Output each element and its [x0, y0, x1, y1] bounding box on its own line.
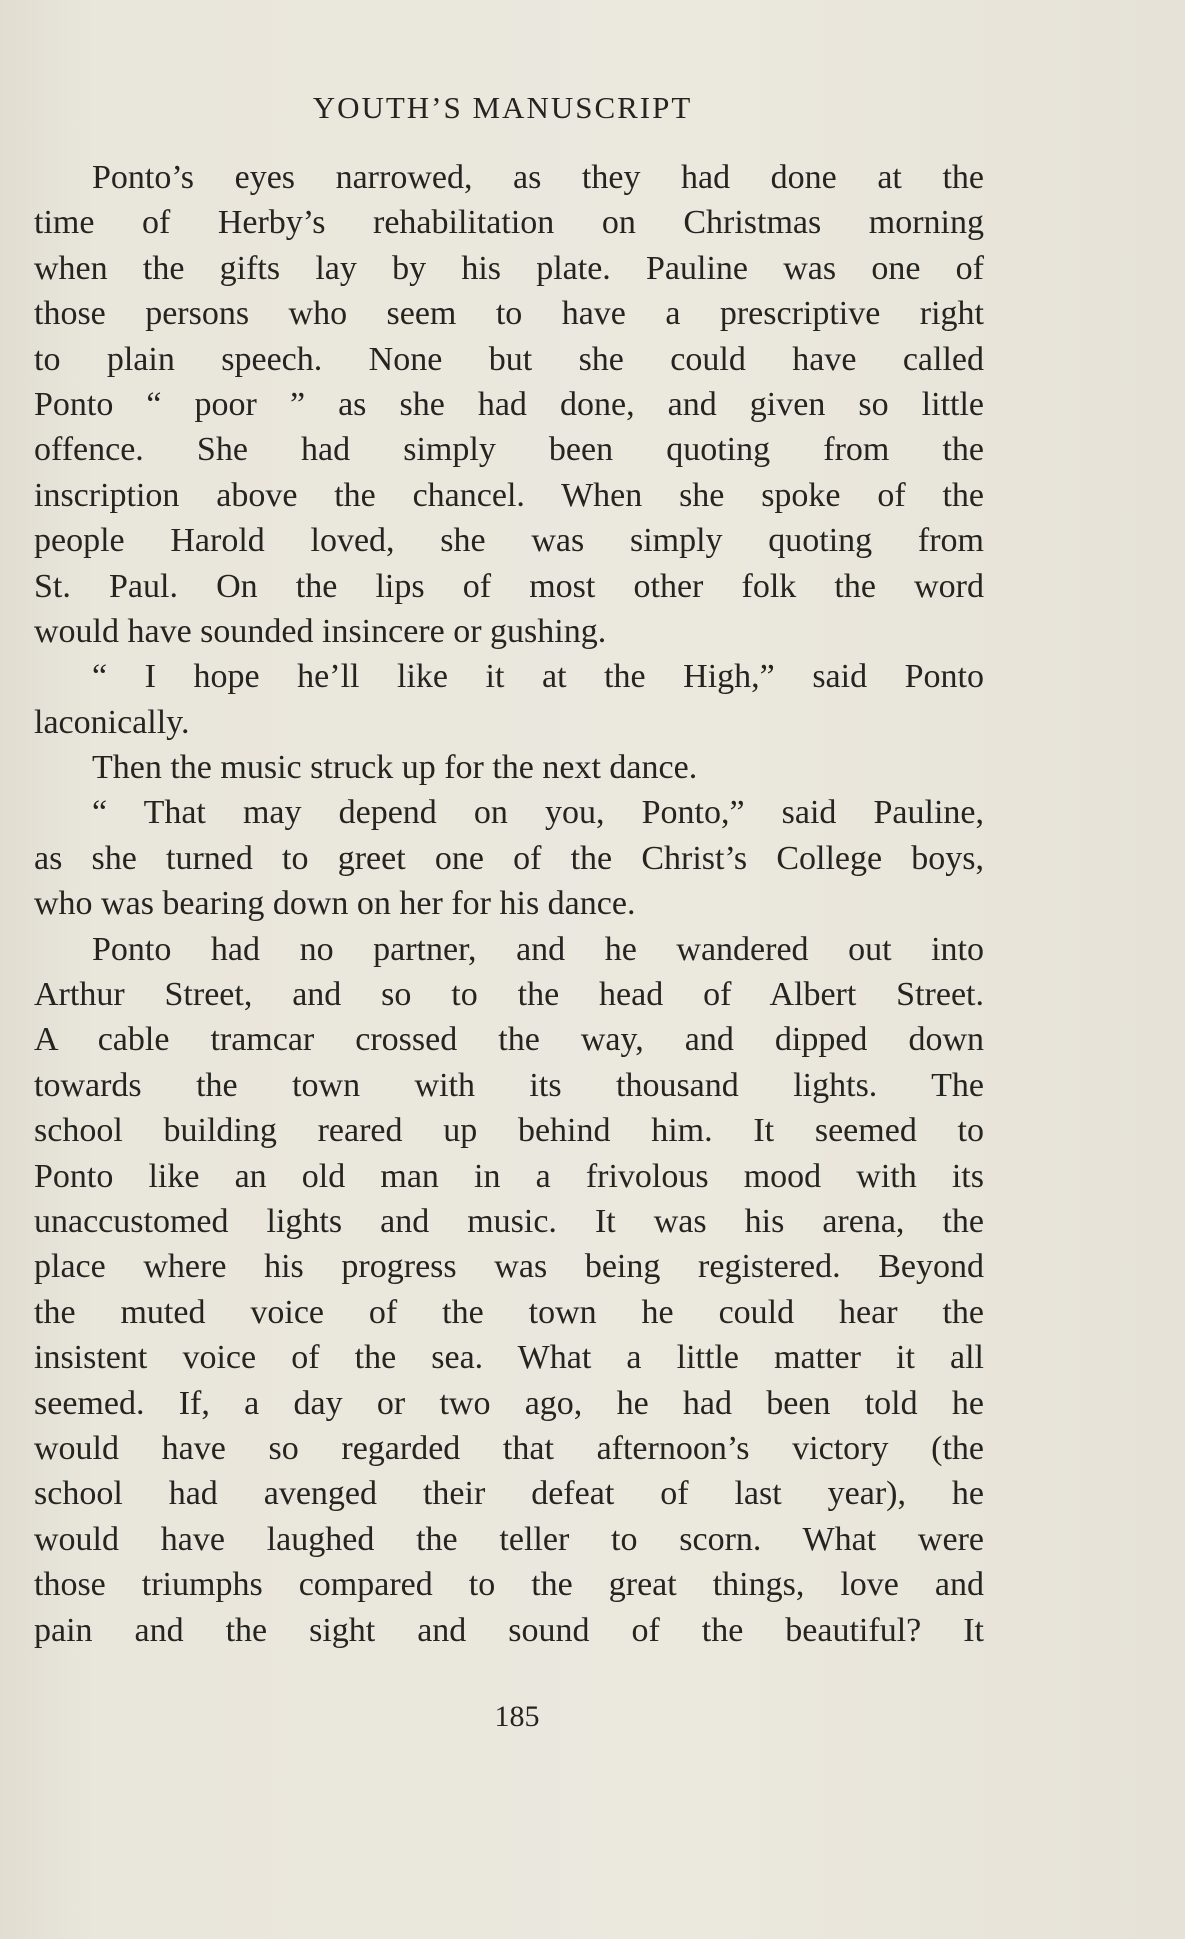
- text-line: Then the music struck up for the next dance.: [92, 749, 698, 787]
- text-line: unaccustomed lights and music. It was his arena, the: [34, 1202, 984, 1240]
- text-line: St. Paul. On the lips of most other folk the word: [34, 567, 984, 605]
- text-line: Ponto had no partner, and he wandered out into: [92, 930, 984, 968]
- text-line: inscription above the chancel. When she spoke of the: [34, 476, 984, 514]
- text-line: the muted voice of the town he could hear the: [34, 1293, 984, 1331]
- text-line: place where his progress was being registered. Beyond: [34, 1248, 984, 1286]
- text-line: “ I hope he’ll like it at the High,” said Ponto: [92, 658, 984, 696]
- text-line: when the gifts lay by his plate. Pauline was one of: [34, 249, 984, 287]
- text-line: to plain speech. None but she could have called: [34, 340, 984, 378]
- body-text: [34, 155, 984, 1653]
- page-number: 185: [494, 1700, 540, 1733]
- text-line: Ponto like an old man in a frivolous mood with its: [34, 1157, 984, 1195]
- text-line: as she turned to greet one of the Christ’s College boys,: [34, 839, 984, 877]
- text-line: who was bearing down on her for his dance.: [34, 885, 636, 923]
- text-line: people Harold loved, she was simply quoting from: [34, 522, 984, 560]
- text-line: Ponto “ poor ” as she had done, and given so little: [34, 385, 984, 423]
- text-line: would have sounded insincere or gushing.: [34, 612, 607, 650]
- text-line: “ That may depend on you, Ponto,” said Pauline,: [92, 794, 984, 832]
- text-line: time of Herby’s rehabilitation on Christmas morning: [34, 204, 984, 242]
- text-line: Ponto’s eyes narrowed, as they had done at the: [92, 159, 984, 196]
- text-line: insistent voice of the sea. What a little matter it all: [34, 1339, 984, 1377]
- text-line: school building reared up behind him. It seemed to: [34, 1112, 984, 1150]
- text-line: those triumphs compared to the great things, love and: [34, 1566, 984, 1604]
- text-line: A cable tramcar crossed the way, and dipped down: [34, 1021, 984, 1059]
- text-line: Arthur Street, and so to the head of Albert Street.: [34, 976, 984, 1014]
- text-line: pain and the sight and sound of the beautiful? It: [34, 1611, 984, 1649]
- text-line: school had avenged their defeat of last year), he: [34, 1475, 984, 1513]
- running-head: YOUTH’S MANUSCRIPT: [312, 90, 693, 125]
- text-line: towards the town with its thousand lights. The: [34, 1066, 984, 1104]
- text-line: laconically.: [34, 703, 190, 741]
- text-line: those persons who seem to have a prescriptive right: [34, 295, 984, 333]
- text-line: would have so regarded that afternoon’s victory (the: [34, 1429, 984, 1467]
- text-line: would have laughed the teller to scorn. What were: [34, 1520, 984, 1558]
- text-line: seemed. If, a day or two ago, he had been told he: [34, 1384, 984, 1422]
- text-line: offence. She had simply been quoting from the: [34, 431, 984, 469]
